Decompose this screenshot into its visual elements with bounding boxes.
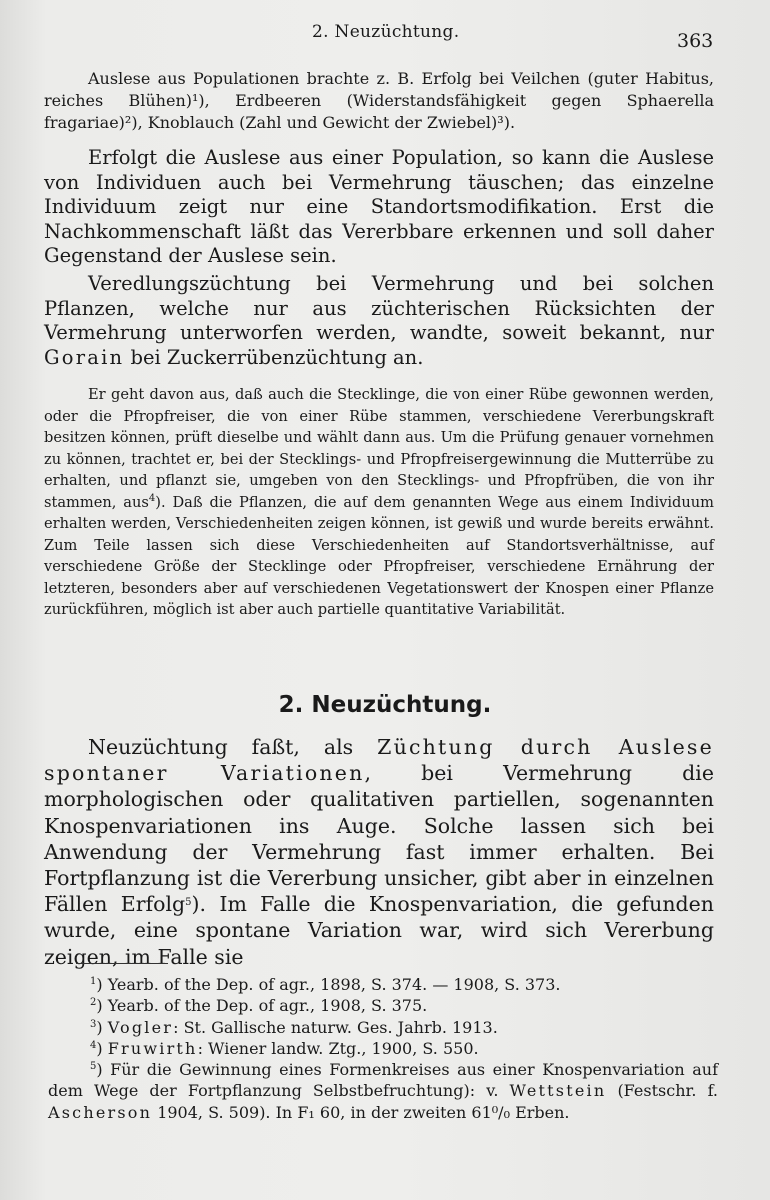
footnote-5-text-middle: (Festschr. f. <box>606 1081 718 1101</box>
footnote-5 <box>48 1059 718 1123</box>
footnote-rule <box>76 963 168 964</box>
paragraph-2-text-before: Veredlungszüchtung bei Vermehrung und bei solchen Pflanzen, welche nur aus züchterischen Rücksichten der Vermehrung unterworfen werden, wandte, soweit bekannt, nur <box>44 272 714 344</box>
footnote-3-author: Vogler <box>107 1017 174 1037</box>
paragraph-2 <box>44 272 714 370</box>
footnote-5-author-1: Wettstein <box>509 1081 607 1101</box>
footnote-3 <box>48 1017 718 1038</box>
footnote-1-text: ) Yearb. of the Dep. of agr., 1898, S. 374. — 1908, S. 373. <box>96 975 561 994</box>
footnote-mark-2: 2 <box>90 997 97 1009</box>
intro-paragraph <box>44 68 714 134</box>
footnote-ref-5: 5 <box>185 897 192 909</box>
footnote-mark-1: 1 <box>90 976 97 987</box>
paragraph-1-text: Erfolgt die Auslese aus einer Population, so kann die Auslese von Individuen auch bei Vermehrung täuschen; das einzelne Individuum zeigt nur eine Standortsmodifikation. Erst die Nachkommenschaft läßt das Vererbbare erkennen und soll daher Gegenstand der Auslese sein. <box>44 146 714 267</box>
paragraph-3-text-before: Neuzüchtung faßt, als <box>88 735 378 759</box>
footnote-2 <box>48 995 718 1016</box>
footnote-5-author-2: Ascherson <box>48 1102 153 1122</box>
footnote-5-text-after: 1904, S. 509). In F₁ 60, in der zweiten 61⁰/₀ Erben. <box>152 1102 570 1122</box>
intro-text: Auslese aus Populationen brachte z. B. Erfolg bei Veilchen (guter Habitus, reiches Blühen)¹), Erdbeeren (Widerstandsfähigkeit gegen Sphaerella fragariae)²), Knoblauch (Zahl und Gewicht der Zwiebel)³). <box>44 69 714 132</box>
section-heading: 2. Neuzüchtung. <box>278 692 492 718</box>
footnote-mark-4: 4 <box>90 1039 97 1051</box>
running-title: 2. Neuzüchtung. <box>312 22 460 42</box>
page-number: 363 <box>677 30 714 52</box>
author-name-gorain: Gorain <box>44 345 125 369</box>
footnote-mark-3: 3 <box>90 1018 97 1030</box>
footnote-mark-5: 5 <box>90 1061 97 1073</box>
paragraph-2-text-after: bei Zuckerrübenzüchtung an. <box>124 345 424 369</box>
footnote-4 <box>48 1038 718 1059</box>
footnote-3-text-after: : St. Gallische naturw. Ges. Jahrb. 1913. <box>173 1017 498 1037</box>
footnotes <box>48 974 718 1123</box>
footnote-4-text-before: ) <box>96 1038 108 1058</box>
small-print-text-2: ). Daß die Pflanzen, die auf dem genannten Wege aus einem Individuum erhalten werden, Verschiedenheiten zeigen können, ist gewiß und wurde bereits erwähnt. Zum Teile lassen sich diese Verschiedenheiten auf Standortsverhältnisse, auf verschiedene Größe der Stecklinge oder Pfropfreiser, verschiedene Ernährung der letzteren, besonders aber auf verschiedenen Vegetationswert der Knospen einer Pflanze zurückführen, möglich ist aber auch partielle quantitative Variabilität. <box>44 493 714 618</box>
footnote-4-text-after: : Wiener landw. Ztg., 1900, S. 550. <box>197 1038 479 1058</box>
footnote-5-text-before: ) Für die Gewinnung eines Formenkreises aus einer Knospenvariation auf dem Wege der Fortpflanzung Selbstbefruchtung): v. <box>48 1060 718 1101</box>
footnote-4-author: Fruwirth <box>107 1038 198 1058</box>
footnote-2-text: ) Yearb. of the Dep. of agr., 1908, S. 375. <box>96 996 428 1016</box>
paragraph-1 <box>44 146 714 269</box>
paragraph-3 <box>44 734 714 970</box>
small-print-paragraph <box>44 384 714 621</box>
footnote-3-text-before: ) <box>96 1017 108 1037</box>
footnote-1 <box>48 974 718 995</box>
footnote-ref-4: 4 <box>148 492 156 504</box>
running-head <box>0 20 770 50</box>
emphasized-phrase: Züchtung durch Auslese spontaner Variationen <box>44 735 714 786</box>
small-print-text-1: Er geht davon aus, daß auch die Stecklinge, die von einer Rübe gewonnen werden, oder die Pfropfreiser, die von einer Rübe stammen, verschiedene Vererbungskraft besitzen können, prüft dieselbe und wählt dann aus. Um die Prüfung genauer vornehmen zu können, trachtet er, bei der Stecklings- und Pfropfreisergewinnung die Mutterrübe zu erhalten, und pflanzt sie, umgeben von den Stecklings- und Pfropfrüben, die von ihr stammen, aus <box>44 386 714 511</box>
paragraph-3-text-after: ). Im Falle die Knospenvariation, die gefunden wurde, eine spontane Variation war, wird sich Vererbung zeigen, im Falle sie <box>44 892 714 969</box>
paragraph-3-text-middle: , bei Vermehrung die morphologischen oder qualitativen partiellen, sogenannten Knospenvariationen ins Auge. Solche lassen sich bei Anwendung der Vermehrung fast immer erhalten. Bei Fortpflanzung ist die Vererbung unsicher, gibt aber in einzelnen Fällen Erfolg <box>44 761 714 917</box>
